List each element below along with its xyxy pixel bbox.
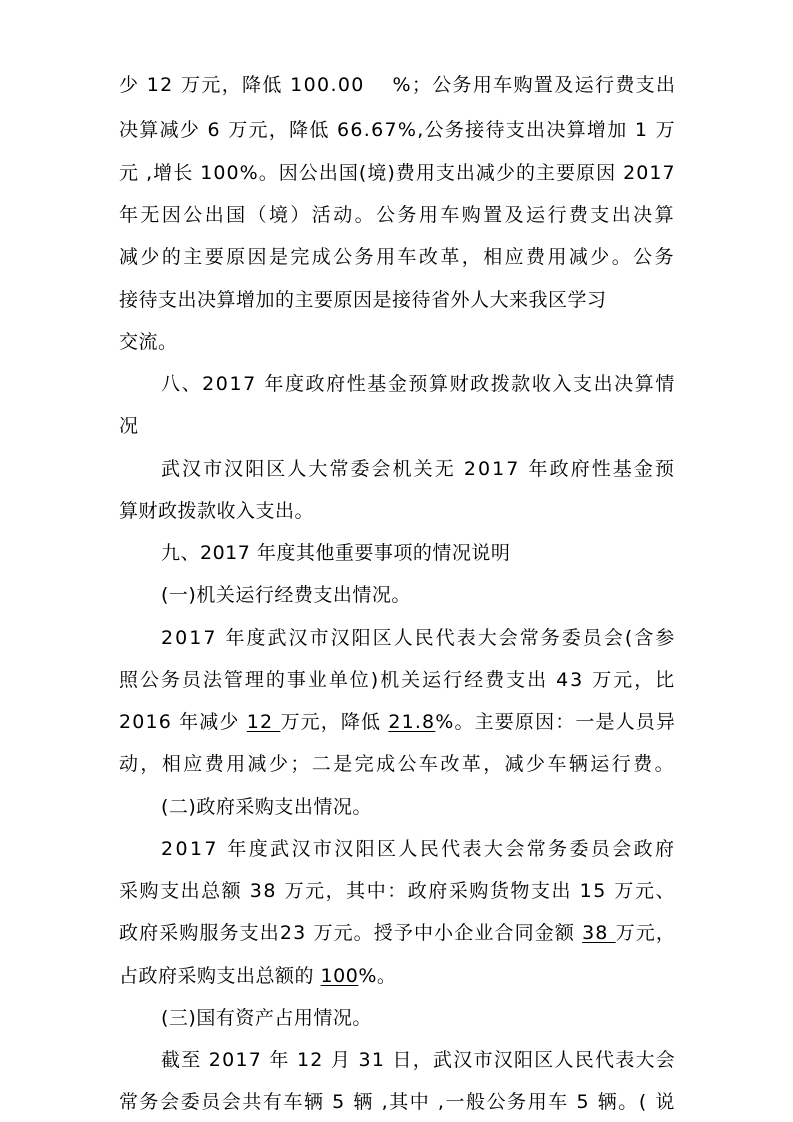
text-segment: 接待支出决算增加的主要原因是接待省外人大来我区学习 bbox=[119, 289, 607, 311]
underlined-value: 12 bbox=[246, 711, 281, 733]
text-segment: 算财政拨款收入支出。 bbox=[119, 500, 315, 522]
text-segment: 九、2017 年度其他重要事项的情况说明 bbox=[161, 542, 511, 564]
text-line bbox=[161, 1045, 676, 1075]
text-segment: 动，相应费用减少；二是完成公车改革，减少车辆运行费。 bbox=[119, 753, 677, 775]
text-segment: 2016 年减少 bbox=[119, 711, 247, 733]
text-line bbox=[119, 70, 676, 100]
text-segment: 万元， bbox=[615, 922, 676, 944]
text-line bbox=[119, 918, 676, 948]
text-line bbox=[161, 834, 676, 864]
text-segment: 照公务员法管理的事业单位)机关运行经费支出 43 万元，比 bbox=[119, 669, 677, 691]
text-line bbox=[119, 876, 676, 906]
text-segment: (二)政府采购支出情况。 bbox=[161, 796, 372, 818]
text-line bbox=[119, 115, 676, 145]
text-line bbox=[119, 158, 676, 188]
text-line bbox=[119, 285, 607, 315]
text-segment: 占政府采购支出总额的 bbox=[119, 965, 321, 987]
underlined-value: 38 bbox=[582, 922, 616, 944]
underlined-value: 21.8 bbox=[388, 711, 436, 733]
text-segment: 截至 2017 年 12 月 31 日，武汉市汉阳区人民代表大会 bbox=[161, 1049, 676, 1071]
text-segment: 政府采购服务支出23 万元。授予中小企业合同金额 bbox=[119, 922, 583, 944]
text-line bbox=[161, 623, 676, 653]
text-line bbox=[119, 749, 676, 779]
text-segment: 减少的主要原因是完成公务用车改革，相应费用减少。公务 bbox=[119, 246, 677, 268]
text-segment: %。 bbox=[358, 965, 397, 987]
text-line bbox=[161, 1003, 372, 1033]
text-segment: 年无因公出国（境）活动。公务用车购置及运行费支出决算 bbox=[119, 204, 677, 226]
text-line bbox=[119, 327, 178, 357]
text-segment: (一)机关运行经费支出情况。 bbox=[161, 584, 411, 606]
text-line bbox=[119, 242, 676, 272]
text-segment: 决算减少 6 万元，降低 66.67%,公务接待支出决算增加 1 万 bbox=[119, 119, 676, 141]
text-line bbox=[119, 961, 396, 991]
text-segment: 元 ,增长 100%。因公出国(境)费用支出减少的主要原因 2017 bbox=[119, 162, 676, 184]
text-segment: 万元，降低 bbox=[280, 711, 389, 733]
text-segment: (三)国有资产占用情况。 bbox=[161, 1007, 372, 1029]
text-segment: 2017 年度武汉市汉阳区人民代表大会常务委员会(含参 bbox=[161, 627, 677, 649]
text-line bbox=[161, 369, 676, 399]
text-line bbox=[161, 792, 372, 822]
text-line bbox=[119, 200, 676, 230]
text-segment: 2017 年度武汉市汉阳区人民代表大会常务委员会政府 bbox=[161, 838, 677, 860]
text-line bbox=[161, 538, 510, 568]
text-segment: 少 12 万元，降低 100.00 %；公务用车购置及运行费支出 bbox=[119, 74, 677, 96]
text-line bbox=[119, 1087, 676, 1117]
text-line bbox=[161, 454, 676, 484]
text-line bbox=[119, 665, 676, 695]
text-segment: 交流。 bbox=[119, 331, 178, 353]
text-segment: 采购支出总额 38 万元，其中：政府采购货物支出 15 万元、 bbox=[119, 880, 677, 902]
underlined-value: 100 bbox=[320, 965, 359, 987]
text-line bbox=[161, 580, 411, 610]
text-line bbox=[119, 707, 676, 737]
text-segment: 况 bbox=[119, 415, 139, 437]
text-line bbox=[119, 411, 139, 441]
text-segment: 八、2017 年度政府性基金预算财政拨款收入支出决算情 bbox=[161, 373, 676, 395]
text-line bbox=[119, 496, 314, 526]
text-segment: %。主要原因：一是人员异 bbox=[435, 711, 677, 733]
text-segment: 常务会委员会共有车辆 5 辆 ,其中 ,一般公务用车 5 辆。( 说 bbox=[119, 1091, 676, 1113]
text-segment: 武汉市汉阳区人大常委会机关无 2017 年政府性基金预 bbox=[161, 458, 676, 480]
